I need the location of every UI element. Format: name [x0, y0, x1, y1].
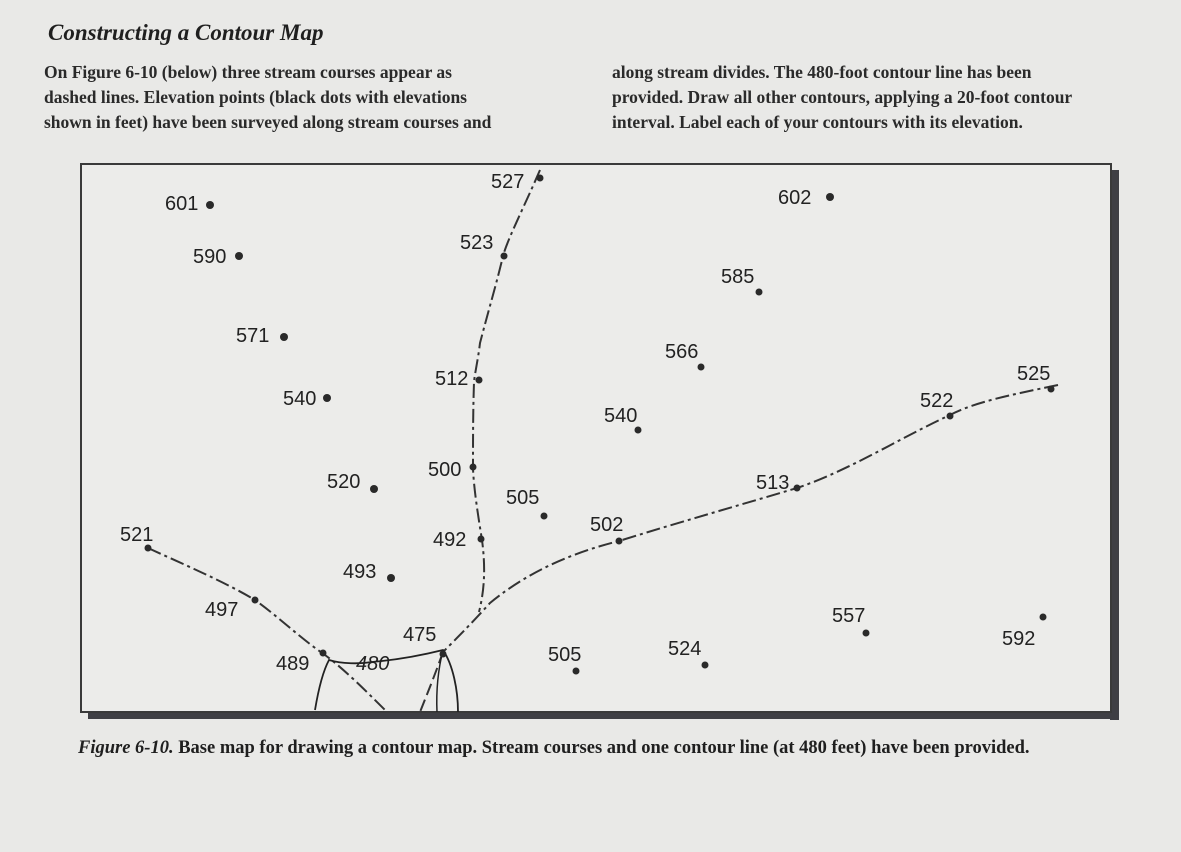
elevation-point [120, 524, 153, 552]
elevation-point [1002, 614, 1047, 651]
section-heading: Constructing a Contour Map [48, 20, 324, 45]
elevation-label-521: 521 [120, 524, 154, 546]
elevation-label-513: 513 [756, 472, 790, 494]
intro-right-line: interval. Label each of your contours with its elevation. [612, 112, 1023, 132]
figure-caption [78, 738, 1168, 759]
elevation-label-500: 500 [428, 459, 462, 481]
elevation-label-497: 497 [205, 599, 239, 621]
elevation-point [778, 187, 834, 209]
intro-right-line: provided. Draw all other contours, applying a 20-foot contour [612, 87, 1073, 107]
elevation-label-525: 525 [1017, 363, 1051, 385]
elevation-point [193, 246, 243, 268]
elevation-point [604, 405, 642, 434]
elevation-label-602: 602 [778, 187, 812, 209]
elevation-point [1017, 363, 1055, 393]
elevation-point [506, 487, 548, 520]
elevation-point [832, 605, 870, 637]
elevation-label-505: 505 [548, 644, 582, 666]
elevation-point [276, 650, 327, 676]
elevation-point [403, 624, 447, 658]
elevation-point [460, 232, 508, 260]
elevation-label-566: 566 [665, 341, 699, 363]
elevation-label-489: 489 [276, 653, 310, 675]
stream-course-south [420, 652, 443, 712]
elevation-point [920, 390, 954, 420]
elevation-label-502: 502 [590, 514, 624, 536]
elevation-point [548, 644, 581, 675]
elevation-point [343, 561, 395, 583]
elevation-label-557: 557 [832, 605, 866, 627]
elevation-label-601: 601 [165, 193, 199, 215]
elevation-label-540: 540 [604, 405, 638, 427]
elevation-label-512: 512 [435, 368, 469, 390]
contour-label-480: 480 [356, 653, 390, 675]
elevation-point [433, 529, 485, 551]
intro-left-line: dashed lines. Elevation points (black dots with elevations [44, 87, 467, 107]
intro-left-line: On Figure 6-10 (below) three stream courses appear as [44, 62, 452, 82]
elevation-label-571: 571 [236, 325, 270, 347]
elevation-label-585: 585 [721, 266, 755, 288]
stream-course-east [443, 385, 1058, 652]
elevation-point [721, 266, 763, 296]
elevation-point [205, 597, 259, 622]
elevation-label-523: 523 [460, 232, 494, 254]
elevation-label-520: 520 [327, 471, 361, 493]
elevation-label-524: 524 [668, 638, 702, 660]
intro-right-line: along stream divides. The 480-foot contour line has been [612, 62, 1032, 82]
elevation-label-527: 527 [491, 171, 525, 193]
elevation-label-492: 492 [433, 529, 467, 551]
elevation-label-522: 522 [920, 390, 954, 412]
elevation-label-475: 475 [403, 624, 437, 646]
elevation-point [668, 638, 709, 669]
figure-caption-text: Base map for drawing a contour map. Stream courses and one contour line (at 480 feet) have been provided. [173, 738, 1030, 758]
elevation-point [165, 193, 214, 215]
elevation-point [327, 471, 378, 493]
figure-number: Figure 6-10. [78, 738, 174, 758]
elevation-label-592: 592 [1002, 628, 1036, 650]
elevation-label-493: 493 [343, 561, 377, 583]
elevation-point [236, 325, 288, 347]
intro-left-line: shown in feet) have been surveyed along stream courses and [44, 112, 492, 132]
elevation-point [665, 341, 705, 371]
elevation-point [283, 388, 331, 410]
elevation-point [428, 459, 477, 481]
elevation-label-505: 505 [506, 487, 540, 509]
elevation-point [590, 514, 623, 545]
elevation-label-590: 590 [193, 246, 227, 268]
elevation-label-540: 540 [283, 388, 317, 410]
elevation-point [756, 472, 801, 494]
